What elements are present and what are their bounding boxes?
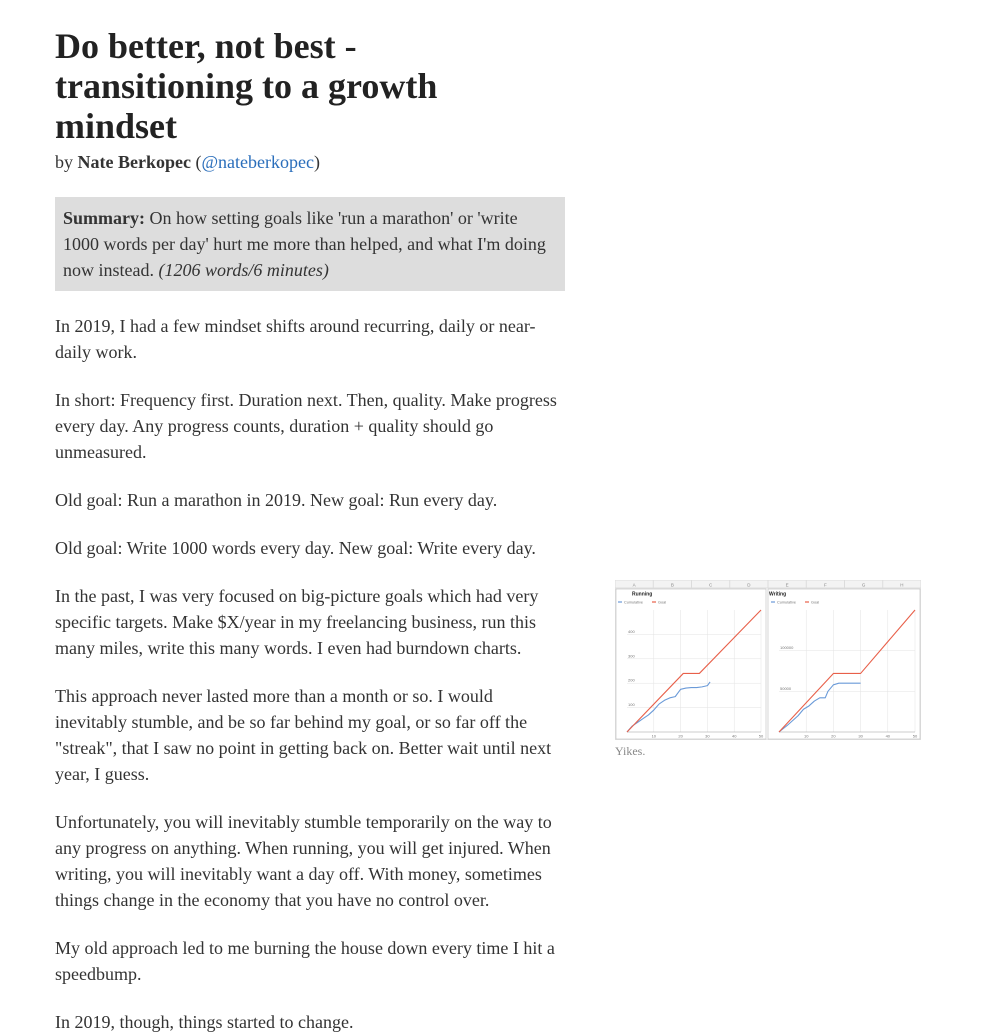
paragraph: In 2019, though, things started to change. [55,1012,354,1032]
article [55,26,565,1035]
paragraph: My old approach led to me burning the house down every time I hit a speedbump. [55,938,555,984]
chart-panel [616,589,766,739]
x-tick-label: 10 [803,733,809,739]
legend-label: Goal [658,600,667,605]
paragraph: Old goal: Run a marathon in 2019. New goal: Run every day. [55,490,498,510]
x-tick-label: 40 [885,733,891,739]
paragraph: In 2019, I had a few mindset shifts around recurring, daily or near-daily work. [55,316,536,362]
column-header-label: B [670,582,674,588]
chart-panel [768,589,920,739]
byline [55,149,565,175]
y-tick-label: 100 [628,702,635,708]
paragraph: Unfortunately, you will inevitably stumble temporarily on the way to any progress on anything. When running, you will get injured. When writing, you will inevitably want a day off. With money, sometimes things change in the economy that you have no control over. [55,812,552,910]
article-title: Do better, not best - transitioning to a growth mindset [55,26,438,146]
x-tick-label: 30 [858,733,863,739]
summary-label: Summary: [63,208,145,228]
legend-label: Cumulative [777,600,796,605]
column-header-label: C [709,582,713,588]
summary-box [55,197,565,291]
summary-text: On how setting goals like 'run a marathon' or 'write 1000 words per day' hurt me more than helped, and what I'm doing now instead. [63,208,546,280]
y-tick-label: 300 [628,653,635,659]
x-tick-label: 20 [831,733,836,739]
legend-label: Goal [811,600,820,605]
x-tick-label: 20 [678,733,683,739]
byline-prefix: by [55,152,78,172]
legend-label: Cumulative [624,600,643,605]
y-tick-label: 100000 [780,645,794,651]
paragraph: In short: Frequency first. Duration next. Then, quality. Make progress every day. Any progress counts, duration + quality should go unmeasured. [55,390,557,462]
paragraph: In the past, I was very focused on big-picture goals which had very specific targets. Make $X/year in my freelancing business, run this many miles, write this many words. I even had burndown charts. [55,586,539,658]
summary-meta: (1206 words/6 minutes) [158,260,329,280]
paragraph: Old goal: Write 1000 words every day. New goal: Write every day. [55,538,536,558]
chart-title: Running [632,591,653,598]
chart-title: Writing [769,591,787,598]
y-tick-label: 400 [628,628,635,634]
paragraph: This approach never lasted more than a month or so. I would inevitably stumble, and be so far behind my goal, or so far off the "streak", that I saw no point in getting back on. Better wait until next year, I guess. [55,686,552,784]
column-header-label: H [900,582,904,588]
byline-open-paren: ( [190,152,202,172]
figure [615,580,921,759]
twitter-handle-link[interactable]: @nateberkopec [201,152,314,172]
x-tick-label: 10 [651,733,657,739]
y-tick-label: 50000 [780,685,792,691]
column-header-label: A [632,582,636,588]
column-header-label: G [861,582,866,588]
y-tick-label: 200 [628,677,635,683]
x-tick-label: 50 [912,733,918,739]
author-name: Nate Berkopec [77,152,191,172]
column-header-label: D [747,582,751,588]
x-tick-label: 50 [758,733,764,739]
x-tick-label: 30 [705,733,710,739]
caption-text: Yikes. [615,744,646,758]
column-header-label: E [785,582,789,588]
x-tick-label: 40 [731,733,737,739]
byline-close-paren: ) [314,152,320,172]
spreadsheet-chart-image [615,580,921,740]
column-header-label: F [824,582,827,588]
figure-caption [615,744,921,759]
